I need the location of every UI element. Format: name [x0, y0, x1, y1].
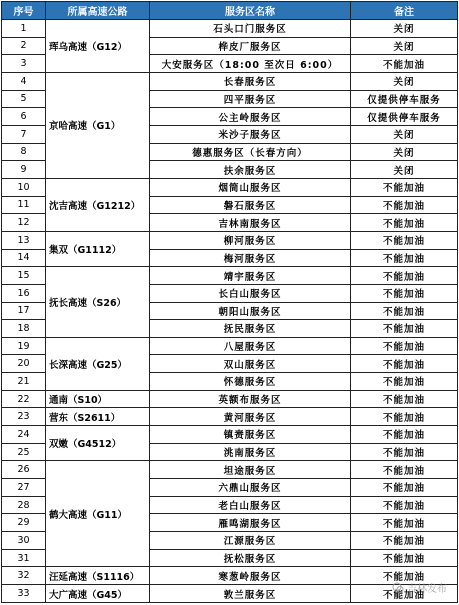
table-row: [2, 408, 458, 426]
header-highway: 所属高速公路: [46, 2, 150, 20]
service-area-name: 八屋服务区: [150, 337, 351, 355]
row-number: 25: [2, 443, 46, 461]
status-note: 不能加油: [351, 214, 458, 232]
status-note: 不能加油: [351, 320, 458, 338]
service-area-name: 怀德服务区: [150, 373, 351, 391]
table-row: [2, 390, 458, 408]
row-number: 11: [2, 196, 46, 214]
service-area-name: 吉林南服务区: [150, 214, 351, 232]
service-area-name: 磐石服务区: [150, 196, 351, 214]
highway-name: 双嫩（G4512）: [46, 426, 150, 461]
service-area-name: 寒葱岭服务区: [150, 567, 351, 585]
highway-name: 大广高速（G45）: [46, 585, 150, 603]
row-number: 8: [2, 143, 46, 161]
service-area-name: 英额布服务区: [150, 390, 351, 408]
table-body: [2, 20, 458, 603]
status-note: 不能加油: [351, 302, 458, 320]
row-number: 32: [2, 567, 46, 585]
service-area-name: 雁鸣湖服务区: [150, 514, 351, 532]
status-note: 不能加油: [351, 337, 458, 355]
service-area-name: 六鼎山服务区: [150, 479, 351, 497]
highway-name: 京哈高速（G1）: [46, 72, 150, 178]
table-row: [2, 178, 458, 196]
row-number: 31: [2, 549, 46, 567]
service-area-name: 敦兰服务区: [150, 585, 351, 603]
service-area-name: 桦皮厂服务区: [150, 37, 351, 55]
status-note: 不能加油: [351, 443, 458, 461]
row-number: 10: [2, 178, 46, 196]
row-number: 6: [2, 108, 46, 126]
service-area-name: 坦途服务区: [150, 461, 351, 479]
status-note: 不能加油: [351, 178, 458, 196]
row-number: 20: [2, 355, 46, 373]
highway-name: 通南（S10）: [46, 390, 150, 408]
service-area-name: 梅河服务区: [150, 249, 351, 267]
status-note: 不能加油: [351, 426, 458, 444]
service-area-name: 镇赉服务区: [150, 426, 351, 444]
status-note: 关闭: [351, 143, 458, 161]
header-no: 序号: [2, 2, 46, 20]
table-row: [2, 461, 458, 479]
status-note: 不能加油: [351, 196, 458, 214]
status-note: 不能加油: [351, 231, 458, 249]
status-note: 不能加油: [351, 55, 458, 73]
status-note: 不能加油: [351, 461, 458, 479]
table-row: [2, 267, 458, 285]
service-area-name: 长白山服务区: [150, 284, 351, 302]
status-note: 不能加油: [351, 284, 458, 302]
status-note: 不能加油: [351, 567, 458, 585]
row-number: 29: [2, 514, 46, 532]
row-number: 33: [2, 585, 46, 603]
table-row: [2, 567, 458, 585]
header-note: 备注: [351, 2, 458, 20]
header-row: [2, 2, 458, 20]
row-number: 12: [2, 214, 46, 232]
wechat-icon: [392, 582, 404, 594]
watermark: [392, 580, 447, 595]
highway-name: 沈吉高速（G1212）: [46, 178, 150, 231]
status-note: 关闭: [351, 161, 458, 179]
status-note: 不能加油: [351, 549, 458, 567]
status-note: 不能加油: [351, 390, 458, 408]
row-number: 16: [2, 284, 46, 302]
status-note: 不能加油: [351, 496, 458, 514]
service-area-name: 朝阳山服务区: [150, 302, 351, 320]
status-note: 不能加油: [351, 514, 458, 532]
status-note: 关闭: [351, 72, 458, 90]
highway-name: 汪延高速（S1116）: [46, 567, 150, 585]
row-number: 26: [2, 461, 46, 479]
status-note: 不能加油: [351, 249, 458, 267]
service-area-name: 抚民服务区: [150, 320, 351, 338]
service-area-name: 扶余服务区: [150, 161, 351, 179]
service-area-name: 抚松服务区: [150, 549, 351, 567]
service-area-table: [1, 1, 458, 603]
service-area-name: 江源服务区: [150, 532, 351, 550]
status-note: 不能加油: [351, 373, 458, 391]
highway-name: 长深高速（G25）: [46, 337, 150, 390]
header-service-area: 服务区名称: [150, 2, 351, 20]
highway-name: 抚长高速（S26）: [46, 267, 150, 338]
row-number: 14: [2, 249, 46, 267]
row-number: 19: [2, 337, 46, 355]
row-number: 9: [2, 161, 46, 179]
service-area-name: 烟筒山服务区: [150, 178, 351, 196]
service-area-name: 石头口门服务区: [150, 20, 351, 38]
table-row: [2, 231, 458, 249]
row-number: 2: [2, 37, 46, 55]
status-note: 不能加油: [351, 479, 458, 497]
status-note: 仅提供停车服务: [351, 108, 458, 126]
service-area-name: 靖宇服务区: [150, 267, 351, 285]
service-area-name: 老白山服务区: [150, 496, 351, 514]
row-number: 15: [2, 267, 46, 285]
row-number: 23: [2, 408, 46, 426]
row-number: 28: [2, 496, 46, 514]
table-row: [2, 585, 458, 603]
watermark-text: 吉林发布: [407, 584, 447, 595]
service-area-name: 四平服务区: [150, 90, 351, 108]
row-number: 30: [2, 532, 46, 550]
status-note: 不能加油: [351, 408, 458, 426]
table-row: [2, 20, 458, 38]
table-row: [2, 426, 458, 444]
row-number: 24: [2, 426, 46, 444]
row-number: 3: [2, 55, 46, 73]
table-row: [2, 337, 458, 355]
service-area-name: 公主岭服务区: [150, 108, 351, 126]
row-number: 18: [2, 320, 46, 338]
status-note: 不能加油: [351, 585, 458, 603]
status-note: 关闭: [351, 37, 458, 55]
highway-name: 集双（G1112）: [46, 231, 150, 266]
service-area-name: 德惠服务区（长春方向）: [150, 143, 351, 161]
highway-name: 鹤大高速（G11）: [46, 461, 150, 567]
row-number: 22: [2, 390, 46, 408]
service-area-name: 洮南服务区: [150, 443, 351, 461]
table-row: [2, 72, 458, 90]
status-note: 不能加油: [351, 267, 458, 285]
row-number: 5: [2, 90, 46, 108]
service-area-name: 柳河服务区: [150, 231, 351, 249]
service-area-name: 双山服务区: [150, 355, 351, 373]
highway-name: 营东（S2611）: [46, 408, 150, 426]
row-number: 4: [2, 72, 46, 90]
status-note: 仅提供停车服务: [351, 90, 458, 108]
row-number: 13: [2, 231, 46, 249]
row-number: 21: [2, 373, 46, 391]
row-number: 7: [2, 125, 46, 143]
status-note: 关闭: [351, 125, 458, 143]
highway-name: 珲乌高速（G12）: [46, 20, 150, 73]
status-note: 不能加油: [351, 355, 458, 373]
row-number: 1: [2, 20, 46, 38]
service-area-name: 米沙子服务区: [150, 125, 351, 143]
status-note: 不能加油: [351, 532, 458, 550]
service-area-name: 长春服务区: [150, 72, 351, 90]
row-number: 27: [2, 479, 46, 497]
status-note: 关闭: [351, 20, 458, 38]
row-number: 17: [2, 302, 46, 320]
service-area-name: 黄河服务区: [150, 408, 351, 426]
service-area-name: 大安服务区（18:00 至次日 6:00）: [150, 55, 351, 73]
